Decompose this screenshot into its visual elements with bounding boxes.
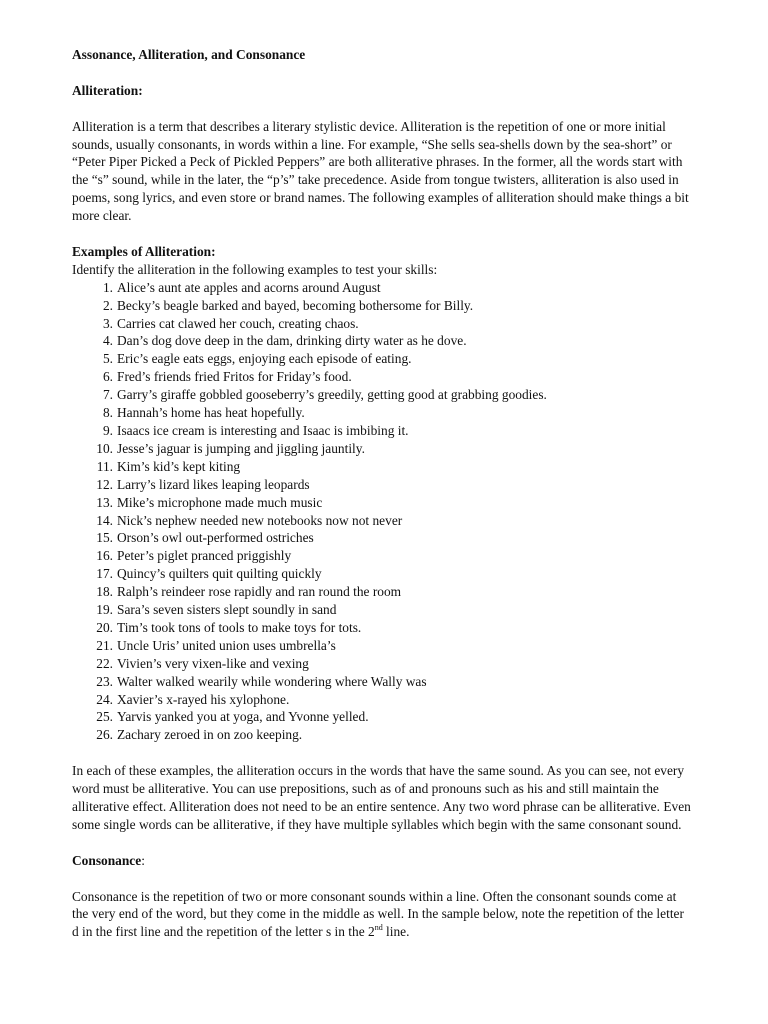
example-number: 22. xyxy=(96,655,113,671)
example-item xyxy=(72,512,692,530)
spacer xyxy=(72,834,692,852)
example-item xyxy=(72,315,692,333)
example-item xyxy=(72,529,692,547)
example-number: 24. xyxy=(96,691,113,707)
examples-heading: Examples of Alliteration: xyxy=(72,243,216,259)
example-number: 26. xyxy=(96,727,113,743)
example-text: Jesse’s jaguar is jumping and jiggling jauntily. xyxy=(117,440,365,456)
example-item xyxy=(72,404,692,422)
example-item xyxy=(72,583,692,601)
consonance-heading: Consonance xyxy=(72,852,142,868)
example-number: 11. xyxy=(96,458,113,474)
example-text: Dan’s dog dove deep in the dam, drinking dirty water as he dove. xyxy=(117,333,467,349)
example-number: 17. xyxy=(96,566,113,582)
example-item xyxy=(72,708,692,726)
example-text: Eric’s eagle eats eggs, enjoying each episode of eating. xyxy=(117,351,412,367)
example-text: Peter’s piglet pranced priggishly xyxy=(117,548,292,564)
example-item xyxy=(72,637,692,655)
examples-intro: Identify the alliteration in the following examples to test your skills: xyxy=(72,261,438,277)
example-number: 3. xyxy=(102,315,113,331)
example-text: Uncle Uris’ united union uses umbrella’s xyxy=(117,637,336,653)
example-text: Fred’s friends fried Fritos for Friday’s food. xyxy=(117,369,352,385)
example-text: Garry’s giraffe gobbled gooseberry’s greedily, getting good at grabbing goodies. xyxy=(117,387,547,403)
example-text: Ralph’s reindeer rose rapidly and ran round the room xyxy=(117,584,402,600)
spacer xyxy=(72,225,692,243)
example-item xyxy=(72,297,692,315)
example-number: 10. xyxy=(96,440,113,456)
example-text: Carries cat clawed her couch, creating chaos. xyxy=(117,315,359,331)
example-item xyxy=(72,476,692,494)
example-text: Alice’s aunt ate apples and acorns around August xyxy=(117,279,381,295)
example-item xyxy=(72,565,692,583)
example-text: Vivien’s very vixen-like and vexing xyxy=(117,655,309,671)
example-number: 7. xyxy=(102,387,113,403)
example-text: Nick’s nephew needed new notebooks now not never xyxy=(117,512,403,528)
example-item xyxy=(72,726,692,744)
example-text: Tim’s took tons of tools to make toys for tots. xyxy=(117,619,362,635)
example-number: 9. xyxy=(102,422,113,438)
example-number: 15. xyxy=(96,530,113,546)
example-number: 14. xyxy=(96,512,113,528)
summary-paragraph: In each of these examples, the alliteration occurs in the words that have the same sound. As you can see, not every word must be alliterative. You can use prepositions, such as of and pronouns such as his and still maintain the alliterative effect. Alliteration does not need to be an entire sentence. Any two word phrase can be alliterative. Even some single words can be alliterative, if they have multiple syllables which begin with the same consonant sound. xyxy=(72,763,691,832)
example-item xyxy=(72,601,692,619)
spacer xyxy=(72,744,692,762)
spacer xyxy=(72,870,692,888)
example-item xyxy=(72,673,692,691)
example-number: 20. xyxy=(96,619,113,635)
example-number: 23. xyxy=(96,673,113,689)
example-item xyxy=(72,279,692,297)
example-number: 16. xyxy=(96,548,113,564)
document-title: Assonance, Alliteration, and Consonance xyxy=(72,47,306,62)
example-text: Xavier’s x-rayed his xylophone. xyxy=(117,691,290,707)
consonance-heading-line xyxy=(72,852,692,870)
example-item xyxy=(72,422,692,440)
example-number: 25. xyxy=(96,709,113,725)
examples-list xyxy=(72,279,692,745)
example-number: 6. xyxy=(102,369,113,385)
example-text: Zachary zeroed in on zoo keeping. xyxy=(117,727,303,743)
consonance-paragraph-start: Consonance is the repetition of two or more consonant sounds within a line. Often the consonant sounds come at the very end of the word, but they come in the middle as well. In the sample below, note the repetition of the letter d in the first line and the repetition of the letter s in the 2 xyxy=(72,888,684,940)
example-number: 1. xyxy=(102,279,113,295)
example-number: 4. xyxy=(102,333,113,349)
example-text: Isaacs ice cream is interesting and Isaac is imbibing it. xyxy=(117,422,409,438)
example-item xyxy=(72,655,692,673)
example-text: Larry’s lizard likes leaping leopards xyxy=(117,476,310,492)
consonance-paragraph xyxy=(72,888,692,942)
example-item xyxy=(72,350,692,368)
spacer xyxy=(72,64,692,82)
document-page xyxy=(72,46,692,941)
example-number: 21. xyxy=(96,637,113,653)
example-item xyxy=(72,547,692,565)
example-text: Mike’s microphone made much music xyxy=(117,494,323,510)
ordinal-superscript: nd xyxy=(374,923,383,933)
example-item xyxy=(72,691,692,709)
example-number: 12. xyxy=(96,476,113,492)
example-item xyxy=(72,332,692,350)
example-item xyxy=(72,440,692,458)
example-number: 19. xyxy=(96,602,113,618)
example-number: 5. xyxy=(102,351,113,367)
example-number: 2. xyxy=(102,297,113,313)
consonance-paragraph-end: line. xyxy=(382,924,410,940)
example-item xyxy=(72,368,692,386)
spacer xyxy=(72,100,692,118)
example-text: Quincy’s quilters quit quilting quickly xyxy=(117,566,322,582)
example-text: Yarvis yanked you at yoga, and Yvonne yelled. xyxy=(117,709,369,725)
example-item xyxy=(72,458,692,476)
example-text: Becky’s beagle barked and bayed, becoming bothersome for Billy. xyxy=(117,297,474,313)
example-text: Orson’s owl out-performed ostriches xyxy=(117,530,314,546)
example-number: 8. xyxy=(102,405,113,421)
example-text: Kim’s kid’s kept kiting xyxy=(117,458,241,474)
example-text: Hannah’s home has heat hopefully. xyxy=(117,405,305,421)
alliteration-paragraph: Alliteration is a term that describes a literary stylistic device. Alliteration is the repetition of one or more initial sounds, usually consonants, in words within a line. For example, “She sells sea-shells down by the sea-short” or “Peter Piper Picked a Peck of Pickled Peppers” are both alliterative phrases. In the former, all the words start with the “s” sound, while in the later, the “p’s” take precedence. Aside from tongue twisters, alliteration is also used in poems, song lyrics, and even store or brand names. The following examples of alliteration should make things a bit more clear. xyxy=(72,118,689,224)
example-item xyxy=(72,494,692,512)
example-number: 18. xyxy=(96,584,113,600)
consonance-colon: : xyxy=(141,852,145,868)
alliteration-heading: Alliteration: xyxy=(72,82,143,98)
example-text: Walter walked wearily while wondering where Wally was xyxy=(117,673,427,689)
example-number: 13. xyxy=(96,494,113,510)
example-text: Sara’s seven sisters slept soundly in sand xyxy=(117,602,337,618)
example-item xyxy=(72,619,692,637)
example-item xyxy=(72,386,692,404)
